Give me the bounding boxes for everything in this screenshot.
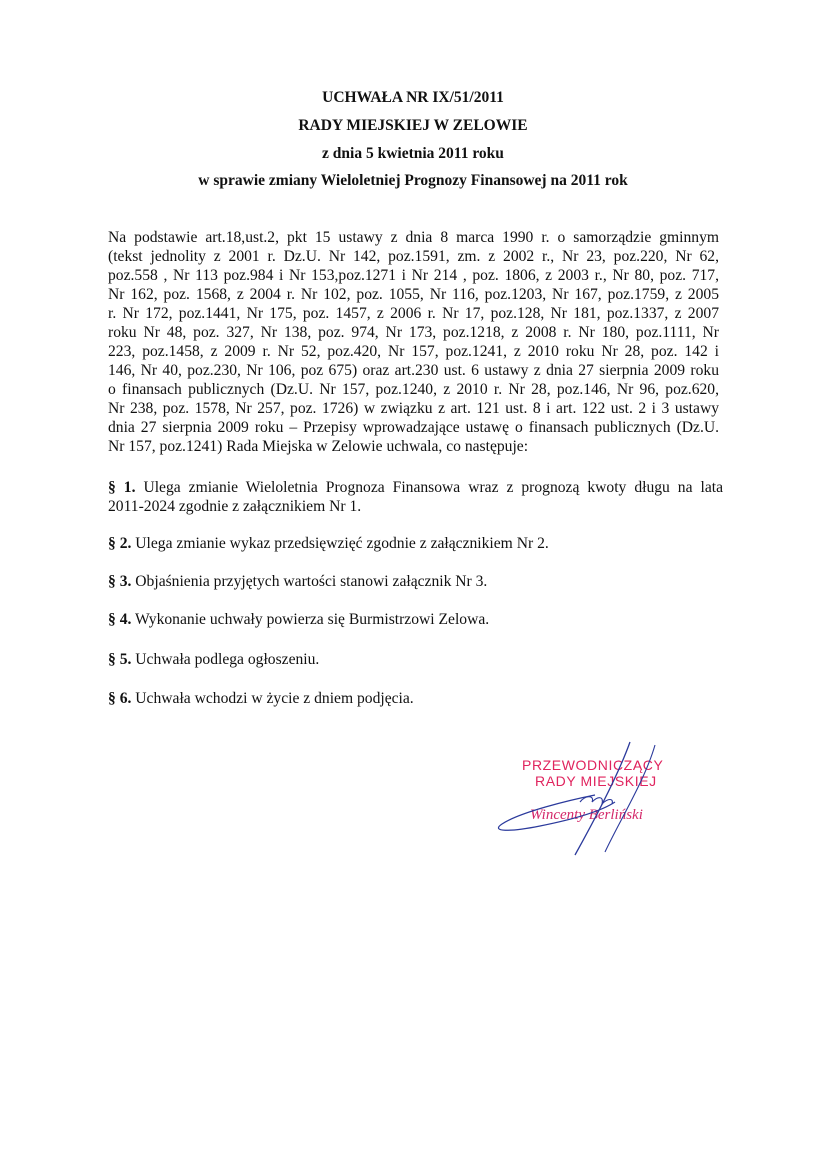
section-text: Uchwała wchodzi w życie z dniem podjęcia. — [135, 690, 414, 707]
chairman-stamp — [480, 740, 710, 860]
section-mark: § 1. — [108, 479, 136, 496]
section-mark: § 5. — [108, 651, 132, 668]
preamble-line: Nr 238, poz. 1578, Nr 257, poz. 1726) w związku z art. 121 ust. 8 i art. 122 ust. 2 i 3 ustawy — [108, 400, 719, 417]
resolution-title: UCHWAŁA NR IX/51/2011 — [322, 89, 504, 106]
section-text: Ulega zmianie Wieloletnia Prognoza Finansowa wraz z prognozą kwoty długu na lata — [143, 479, 724, 496]
resolution-date: z dnia 5 kwietnia 2011 roku — [322, 145, 504, 162]
handwritten-signature — [480, 740, 710, 860]
preamble-line: Nr 162, poz. 1568, z 2004 r. Nr 102, poz. 1055, Nr 116, poz.1203, Nr 167, poz.1759, z 2005 — [108, 286, 719, 303]
stamp-name: Wincenty Berliński — [530, 807, 643, 823]
section-mark: § 6. — [108, 690, 132, 707]
preamble-line: Na podstawie art.18,ust.2, pkt 15 ustawy z dnia 8 marca 1990 r. o samorządzie gminnym — [108, 229, 719, 246]
section-mark: § 3. — [108, 573, 132, 590]
preamble-line: (tekst jednolity z 2001 r. Dz.U. Nr 142, poz.1591, zm. z 2002 r., Nr 23, poz.220, Nr 62, — [108, 248, 719, 265]
section-5 — [108, 650, 723, 669]
preamble — [108, 228, 719, 456]
preamble-line: Nr 157, poz.1241) Rada Miejska w Zelowie uchwala, co następuje: — [108, 438, 529, 455]
section-text: Uchwała podlega ogłoszeniu. — [135, 651, 320, 668]
preamble-line: 223, poz.1458, z 2009 r. Nr 52, poz.420, Nr 157, poz.1241, z 2010 roku Nr 28, poz. 142 i — [108, 343, 719, 360]
section-text: Wykonanie uchwały powierza się Burmistrzowi Zelowa. — [135, 611, 490, 628]
resolution-subject: w sprawie zmiany Wieloletniej Prognozy Finansowej na 2011 rok — [198, 172, 628, 189]
stamp-title: PRZEWODNICZĄCY — [522, 757, 664, 773]
preamble-line: roku Nr 48, poz. 327, Nr 138, poz. 974, Nr 173, poz.1218, z 2008 r. Nr 180, poz.1111, Nr — [108, 324, 719, 341]
preamble-line: poz.558 , Nr 113 poz.984 i Nr 153,poz.1271 i Nr 214 , poz. 1806, z 2003 r., Nr 80, poz. 717, — [108, 267, 719, 284]
preamble-line: 146, Nr 40, poz.230, Nr 106, poz 675) oraz art.230 ust. 6 ustawy z dnia 27 sierpnia 2009 roku — [108, 362, 719, 379]
preamble-line: r. Nr 172, poz.1441, Nr 175, poz. 1457, z 2006 r. Nr 17, poz.128, Nr 181, poz.1337, z 2007 — [108, 305, 719, 322]
section-4 — [108, 610, 723, 629]
preamble-line: dnia 27 sierpnia 2009 roku – Przepisy wprowadzające ustawę o finansach publicznych (Dz.U. — [108, 419, 719, 436]
section-text: Ulega zmianie wykaz przedsięwzięć zgodnie z załącznikiem Nr 2. — [135, 535, 549, 552]
stamp-council: RADY MIEJSKIEJ — [535, 773, 657, 789]
section-1 — [108, 478, 723, 516]
resolution-issuer: RADY MIEJSKIEJ W ZELOWIE — [298, 117, 528, 134]
section-mark: § 4. — [108, 611, 132, 628]
preamble-line: o finansach publicznych (Dz.U. Nr 157, poz.1240, z 2010 r. Nr 28, poz.146, Nr 96, poz.620, — [108, 381, 719, 398]
section-text: 2011-2024 zgodnie z załącznikiem Nr 1. — [108, 498, 362, 515]
section-3 — [108, 572, 723, 591]
section-2 — [108, 534, 723, 553]
section-text: Objaśnienia przyjętych wartości stanowi załącznik Nr 3. — [135, 573, 488, 590]
section-6 — [108, 689, 723, 708]
section-mark: § 2. — [108, 535, 132, 552]
